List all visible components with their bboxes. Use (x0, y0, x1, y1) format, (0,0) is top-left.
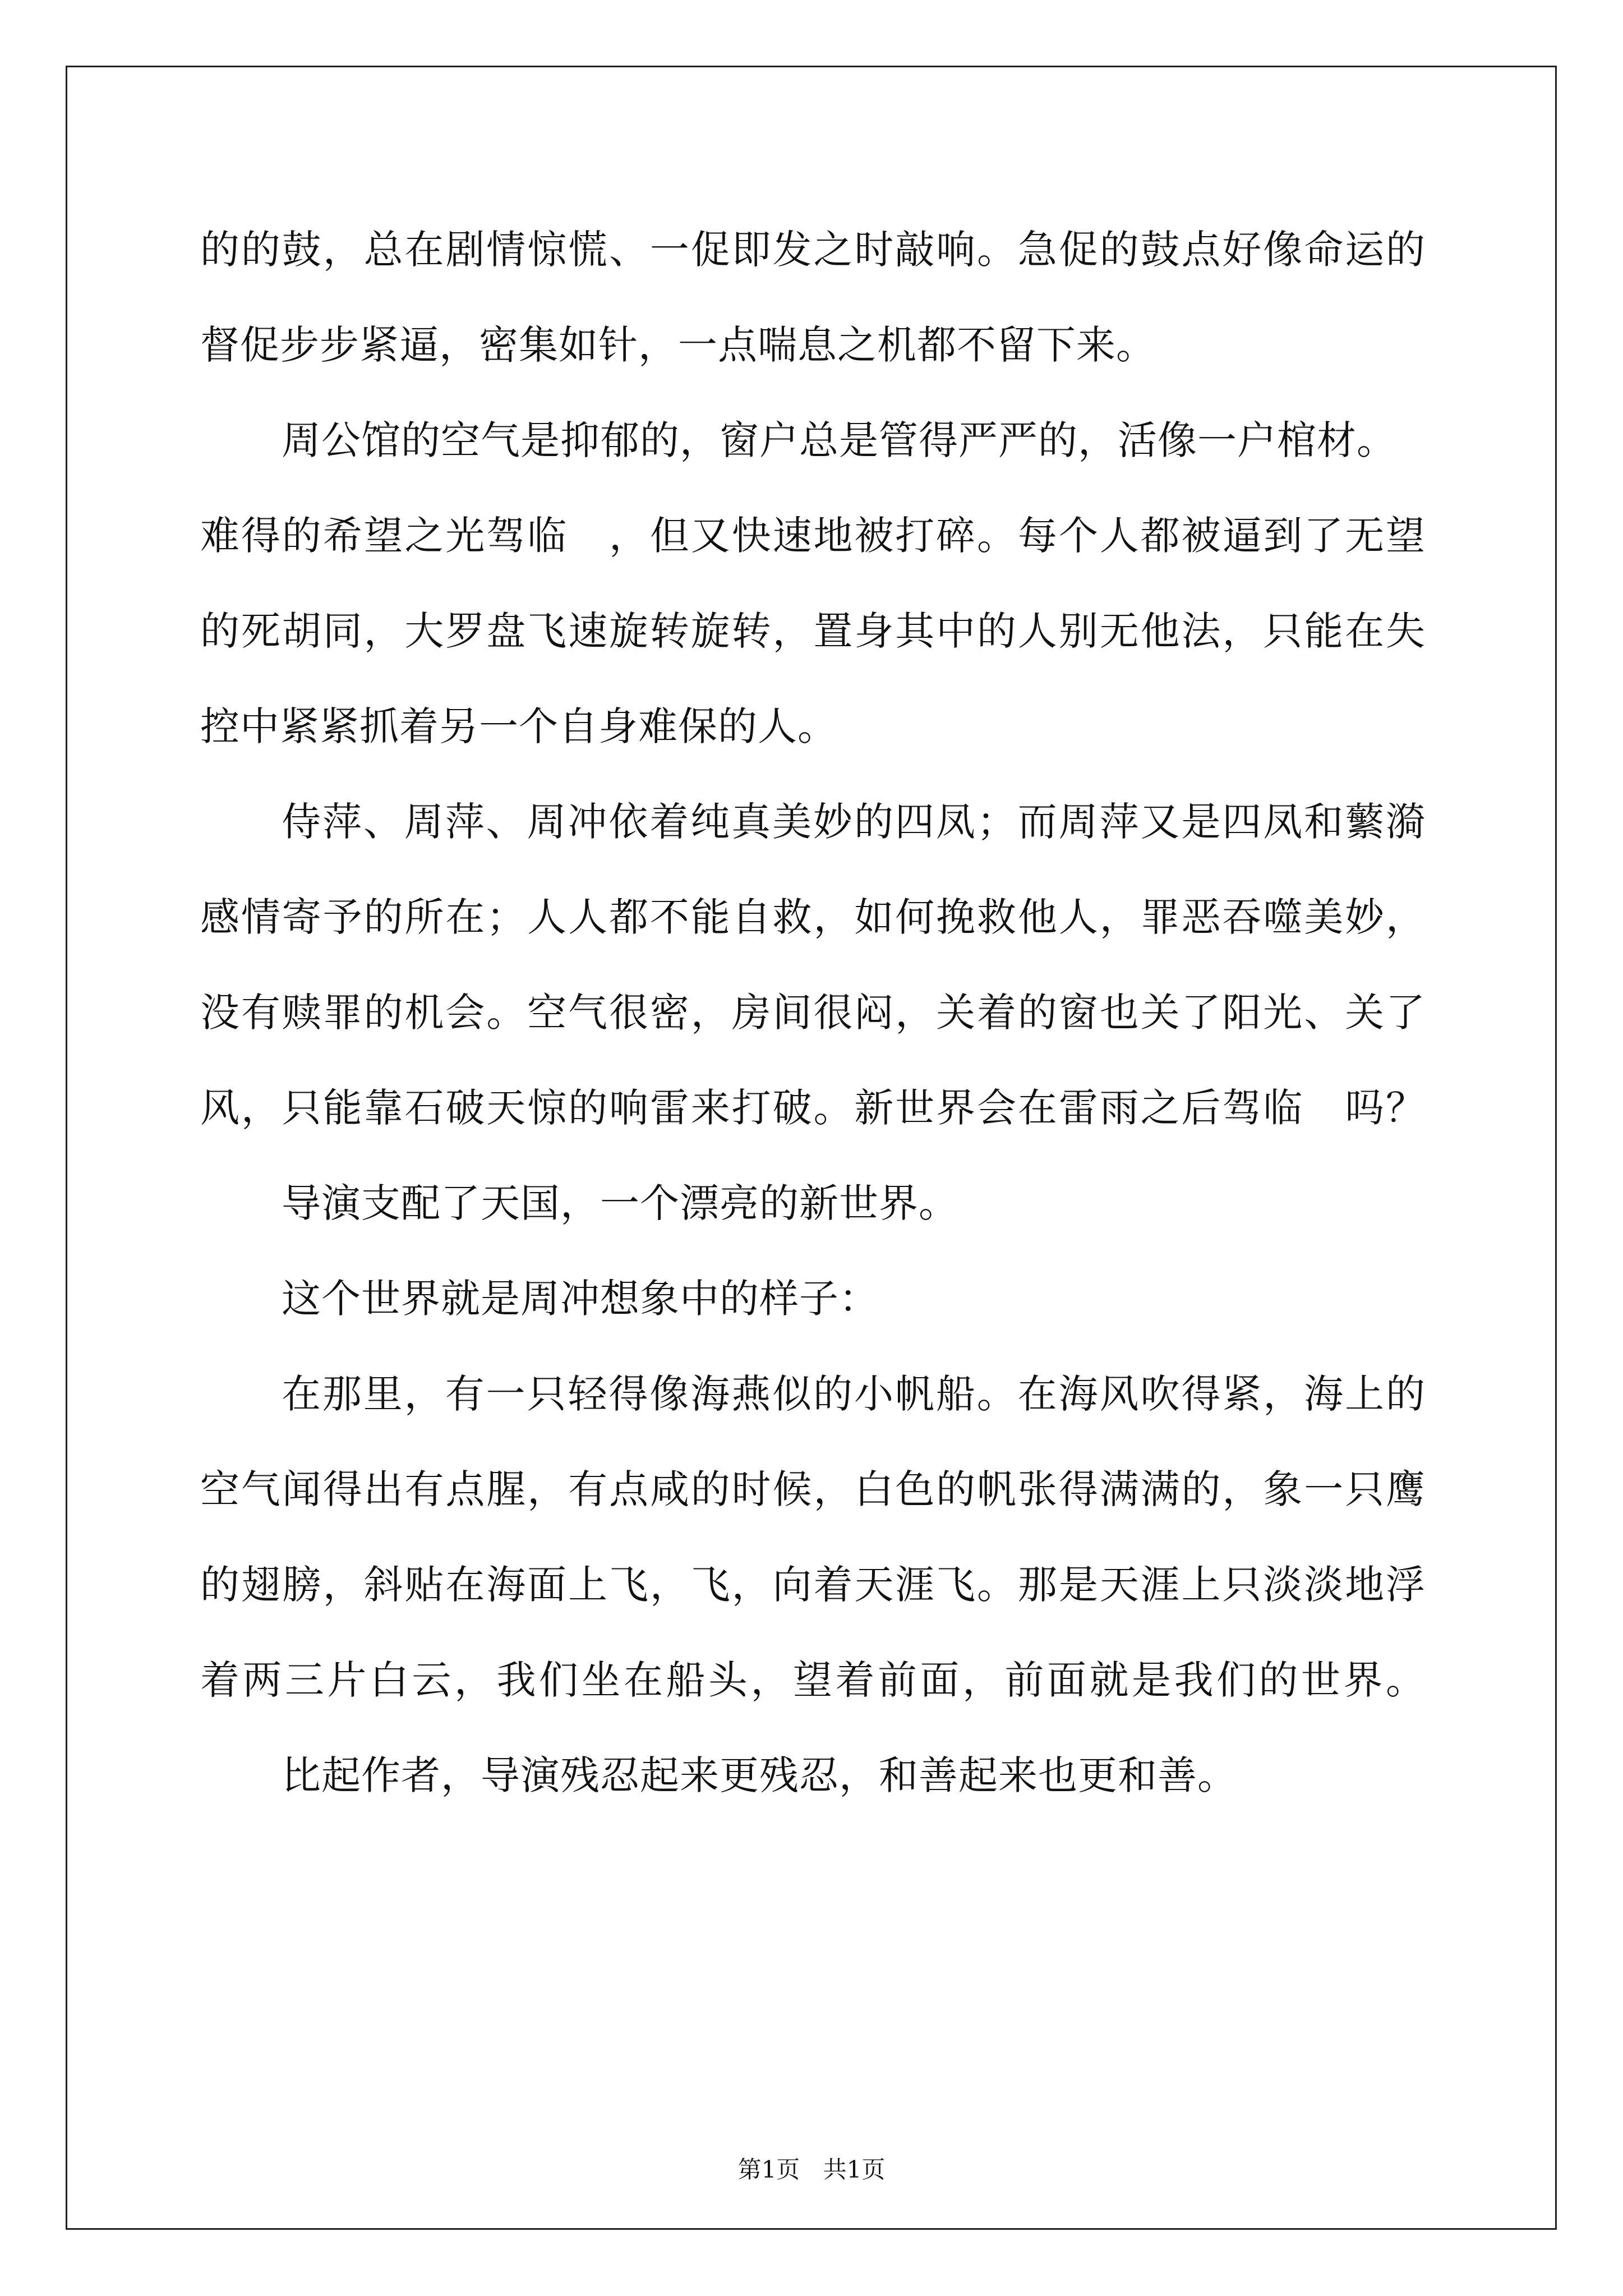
text-line: 侍萍、周萍、周冲依着纯真美妙的四凤；而周萍又是四凤和蘩漪 (282, 799, 1426, 845)
page-number: 第1页 (737, 2156, 800, 2183)
text-line: 周公馆的空气是抑郁的，窗户总是管得严严的，活像一户棺材。 (282, 417, 1396, 463)
text-line: 感情寄予的所在；人人都不能自救，如何挽救他人，罪恶吞噬美妙， (200, 894, 1426, 940)
text-line: 比起作者，导演残忍起来更残忍，和善起来也更和善。 (282, 1752, 1237, 1798)
text-line: 控中紧紧抓着另一个自身难保的人。 (200, 703, 837, 749)
document-body (200, 202, 1426, 1823)
text-line: 着两三片白云，我们坐在船头，望着前面，前面就是我们的世界。 (200, 1657, 1426, 1703)
text-line: 这个世界就是周冲想象中的样子： (282, 1276, 879, 1322)
text-line: 督促步步紧逼，密集如针，一点喘息之机都不留下来。 (200, 322, 1156, 368)
text-line: 风，只能靠石破天惊的响雷来打破。新世界会在雷雨之后驾临 吗？ (200, 1085, 1426, 1131)
page-footer (0, 2153, 1623, 2187)
page-total: 共1页 (823, 2156, 886, 2183)
text-line: 没有赎罪的机会。空气很密，房间很闷，关着的窗也关了阳光、关了 (200, 990, 1426, 1036)
text-line: 的的鼓，总在剧情惊慌、一促即发之时敲响。急促的鼓点好像命运的 (200, 227, 1426, 273)
text-line: 难得的希望之光驾临 ，但又快速地被打碎。每个人都被逼到了无望 (200, 513, 1426, 559)
text-line: 导演支配了天国，一个漂亮的新世界。 (282, 1180, 958, 1226)
text-line: 的死胡同，大罗盘飞速旋转旋转，置身其中的人别无他法，只能在失 (200, 608, 1426, 654)
text-line: 的翅膀，斜贴在海面上飞，飞，向着天涯飞。那是天涯上只淡淡地浮 (200, 1562, 1426, 1608)
text-line: 在那里，有一只轻得像海燕似的小帆船。在海风吹得紧，海上的 (282, 1371, 1426, 1417)
text-line: 空气闻得出有点腥，有点咸的时候，白色的帆张得满满的，象一只鹰 (200, 1466, 1426, 1512)
